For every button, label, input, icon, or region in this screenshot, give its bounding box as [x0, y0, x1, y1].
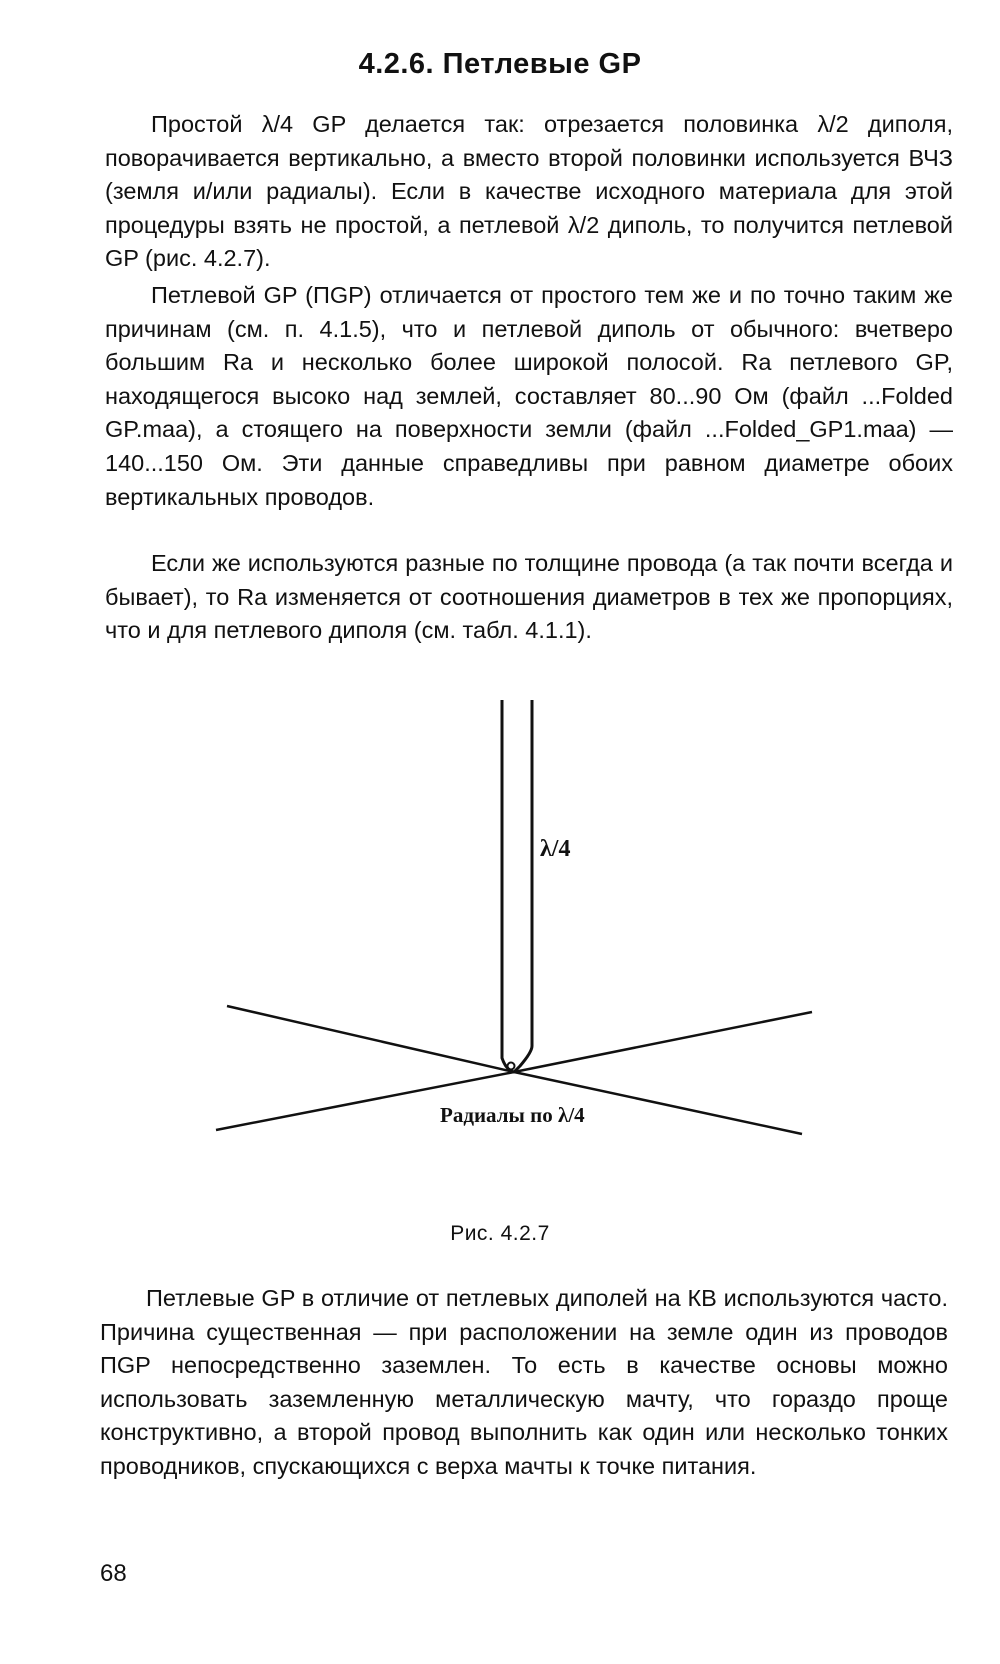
vertical-length-label: λ/4: [540, 836, 571, 862]
radials-label: Радиалы по λ/4: [440, 1103, 585, 1127]
paragraph-folded-gp-usage: Петлевые GP в отличие от петлевых диполей на КВ используются часто. Причина существенная — при расположении на земле один из проводов ПGP непосредственно заземлен. То есть в качестве основы можно использовать заземленную металлическую мачту, что гораздо проще конструктивно, а второй провод выполнить как один или несколько тонких проводников, спускающихся с верха мачты к точке питания.: [100, 1285, 948, 1479]
feed-point: [508, 1063, 515, 1070]
paragraph-simple-gp: Простой λ/4 GP делается так: отрезается половинка λ/2 диполя, поворачивается вертикально, а вместо второй половинки используется ВЧЗ (земля и/или радиалы). Если в качестве исходного материала для этой процедуры взять не простой, а петлевой λ/2 диполь, то получится петлевой GP (рис. 4.2.7).: [105, 111, 953, 272]
folded-vertical-element: [502, 700, 532, 1072]
page-number: 68: [100, 1560, 127, 1587]
paragraph-wire-diameters: Если же используются разные по толщине провода (а так почти всегда и бывает), то Ra изменяется от соотношения диаметров в тех же пропорциях, что и для петлевого диполя (см. табл. 4.1.1).: [105, 550, 953, 644]
radial-left-upper: [227, 1006, 514, 1072]
section-heading: 4.2.6. Петлевые GP: [358, 48, 642, 80]
paragraph-folded-gp-properties: Петлевой GP (ПGP) отличается от простого тем же и по точно таким же причинам (см. п. 4.1.5), что и петлевой диполь от обычного: вчетверо большим Ra и несколько более широкой полосой. Ra петлевого GP, находящегося высоко над землей, составляет 80...90 Ом (файл ...Folded GP.maa), а стоящего на поверхности земли (файл ...Folded_GP1.maa) — 140...150 Ом. Эти данные справедливы при равном диаметре обоих вертикальных проводов.: [105, 282, 953, 510]
radial-right-upper: [514, 1012, 812, 1072]
folded-gp-diagram: [0, 700, 1000, 1260]
figure-caption: Рис. 4.2.7: [450, 1222, 550, 1245]
